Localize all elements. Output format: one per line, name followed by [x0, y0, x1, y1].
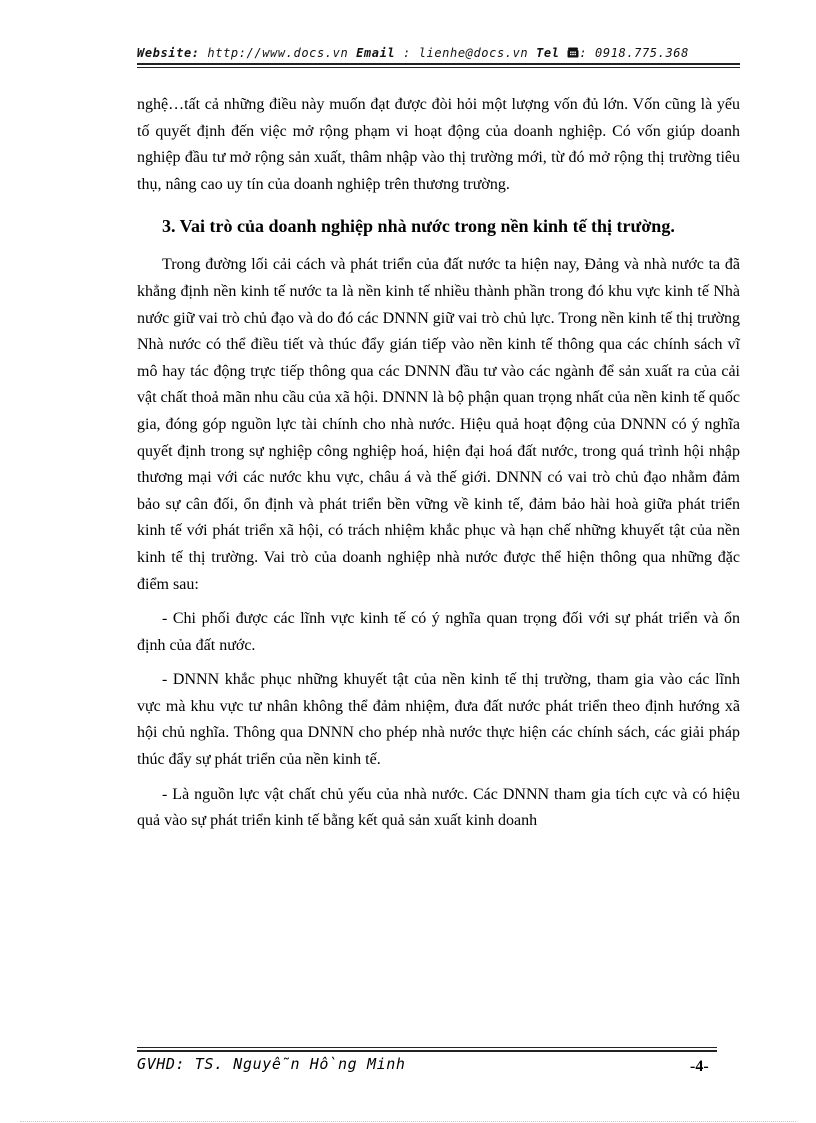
footer-rule — [137, 1050, 717, 1052]
page-body — [137, 92, 740, 835]
paragraph-capital: nghệ…tất cả những điều này muốn đạt được đòi hỏi một lượng vốn đủ lớn. Vốn cũng là yếu tố quyết định đến việc mở rộng phạm vi hoạt động của doanh nghiệp. Có vốn giúp doanh nghiệp đầu tư mở rộng sản xuất, thâm nhập vào thị trường mới, từ đó mở rộng thị trường tiêu thụ, nâng cao uy tín của doanh nghiệp trên thương trường. — [137, 96, 740, 193]
tel-label: Tel — [536, 46, 560, 60]
website-label: Website: — [137, 46, 200, 60]
page-header — [137, 46, 740, 61]
footer-rule-thin — [137, 1047, 717, 1048]
paragraph-role: Trong đường lối cải cách và phát triển của đất nước ta hiện nay, Đảng và nhà nước ta đã khẳng định nền kinh tế nước ta là nền kinh tế nhiều thành phần trong đó khu vực kinh tế Nhà nước giữ vai trò chủ đạo và do đó các DNNN giữ vai trò chủ lực. Trong nền kinh tế thị trường Nhà nước có thể điều tiết và thúc đẩy gián tiếp vào nền kinh tế thông qua các chính sách vĩ mô hay tác động trực tiếp thông qua các DNNN đầu tư vào các ngành để sản xuất ra của cải vật chất thoả mãn nhu cầu của xã hội. DNNN là bộ phận quan trọng nhất của nền kinh tế quốc gia, đóng góp nguồn lực tài chính cho nhà nước. Hiệu quả hoạt động của DNNN có ý nghĩa quyết định trong sự nghiệp công nghiệp hoá, hiện đại hoá đất nước, trong quá trình hội nhập thương mại với các nước khu vực, châu á và thế giới. DNNN có vai trò chủ đạo nhằm đảm bảo sự cân đối, ổn định và phát triển bền vững về kinh tế, đảm bảo hài hoà giữa phát triển kinh tế với phát triển xã hội, có trách nhiệm khắc phục và hạn chế những khuyết tật của nền kinh tế thị trường. Vai trò của doanh nghiệp nhà nước được thể hiện thông qua những đặc điểm sau: — [137, 256, 740, 593]
tel-value: : 0918.775.368 — [579, 46, 689, 60]
bullet-item-2: - DNNN khắc phục những khuyết tật của nền kinh tế thị trường, tham gia vào các lĩnh vực mà khu vực tư nhân không thể đảm nhiệm, đưa đất nước phát triển theo định hướng xã hội chủ nghĩa. Thông qua DNNN cho phép nhà nước thực hiện các chính sách, các giải pháp thúc đẩy sự phát triển của nền kinh tế. — [137, 671, 740, 769]
email-value[interactable]: : lienhe@docs.vn — [395, 46, 537, 60]
phone-icon — [567, 47, 579, 61]
page-number: -4- — [690, 1058, 709, 1075]
footer-advisor: GVHD: TS. Nguyễn Hồng Minh — [137, 1055, 406, 1073]
bullet-item-1: - Chi phối được các lĩnh vực kinh tế có ý nghĩa quan trọng đối với sự phát triển và ổn định của đất nước. — [137, 610, 740, 654]
header-rule-thin — [137, 67, 740, 68]
section-heading: 3. Vai trò của doanh nghiệp nhà nước trong nền kinh tế thị trường. — [162, 216, 675, 237]
bullet-item-3: - Là nguồn lực vật chất chủ yếu của nhà nước. Các DNNN tham gia tích cực và có hiệu quả vào sự phát triển kinh tế bằng kết quả sản xuất kinh doanh — [137, 785, 740, 830]
page-bottom-border — [20, 1121, 796, 1122]
header-rule — [137, 63, 740, 65]
email-label: Email — [356, 46, 396, 60]
website-url[interactable]: http://www.docs.vn — [199, 46, 357, 60]
